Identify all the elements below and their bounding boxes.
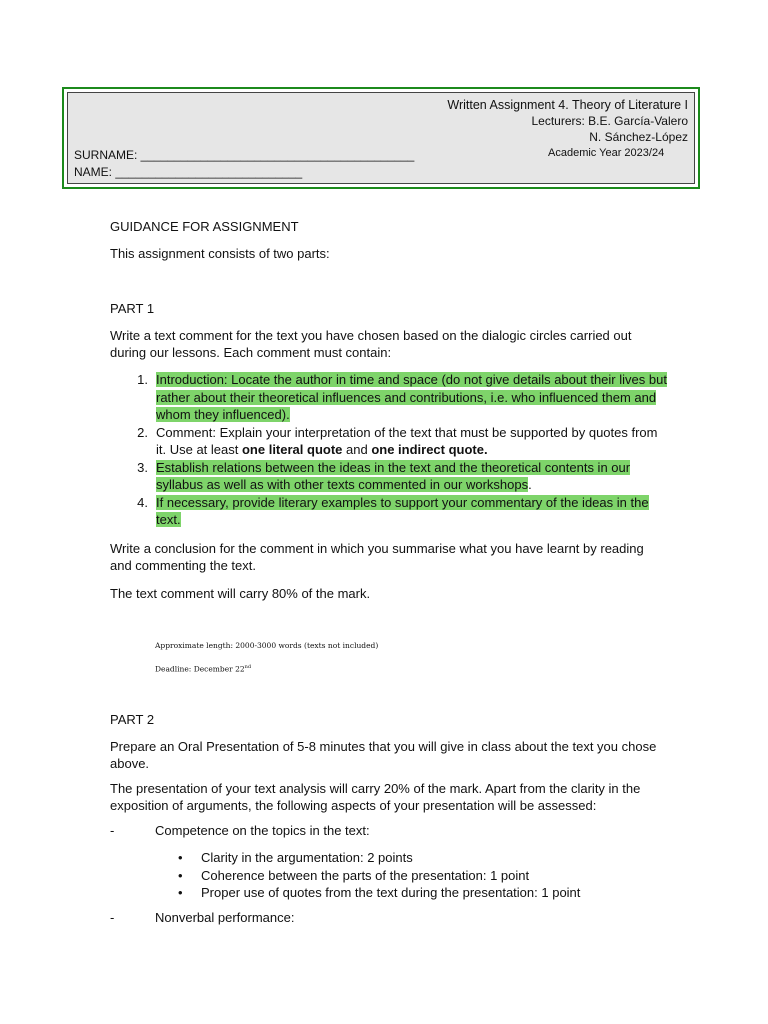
dash-marker: - — [110, 910, 115, 925]
part1-mark: The text comment will carry 80% of the mark. — [110, 586, 371, 601]
competence-criteria-list — [178, 849, 580, 902]
list-number: 2. — [137, 424, 148, 440]
list-item-text: Comment: Explain your interpretation of the text that must be supported by quotes from it. Use at least — [156, 424, 658, 457]
list-item — [130, 459, 670, 494]
bold-indirect-quote: one indirect quote. — [371, 442, 488, 457]
part1-conclusion: Write a conclusion for the comment in which you summarise what you have learnt by reading and commenting the text. — [110, 541, 644, 573]
list-item-text: Establish relations between the ideas in the text and the theoretical contents in our syllabus as well as with other texts commented in our workshops — [156, 459, 631, 492]
academic-year: Academic Year 2023/24 — [548, 147, 665, 159]
bullet-icon: • — [178, 885, 183, 900]
list-item — [130, 371, 670, 424]
list-number: 3. — [137, 459, 148, 475]
deadline-text: Deadline: December 22 — [155, 664, 245, 674]
competence-label: Competence on the topics in the text: — [155, 823, 370, 838]
list-item-connector: and — [342, 442, 372, 457]
list-item-text: Coherence between the parts of the presentation: 1 point — [201, 867, 530, 883]
list-item — [178, 884, 580, 902]
list-number: 1. — [137, 372, 148, 387]
list-number: 4. — [137, 494, 148, 510]
part2-mark: The presentation of your text analysis will carry 20% of the mark. Apart from the clarity in the exposition of arguments, the following aspects of your presentation will be assessed: — [110, 781, 641, 813]
guidance-title: GUIDANCE FOR ASSIGNMENT — [110, 219, 299, 234]
intro-text: This assignment consists of two parts: — [110, 246, 330, 261]
deadline — [155, 664, 251, 674]
dash-marker: - — [110, 823, 115, 838]
list-item-text: If necessary, provide literary examples to support your commentary of the ideas in the text. — [156, 494, 649, 527]
list-item-text: Proper use of quotes from the text during the presentation: 1 point — [201, 885, 581, 900]
bold-literal-quote: one literal quote — [241, 442, 343, 457]
surname-field[interactable]: SURNAME: _________________________________________ — [74, 148, 415, 162]
deadline-suffix: nd — [244, 664, 252, 670]
header-box — [62, 87, 700, 189]
header-panel — [67, 92, 695, 184]
part1-description: Write a text comment for the text you have chosen based on the dialogic circles carried out during our lessons. Each comment must contain: — [110, 328, 632, 360]
list-item — [178, 849, 580, 867]
bullet-icon: • — [178, 867, 183, 883]
part1-requirements-list — [130, 371, 670, 529]
part1-heading: PART 1 — [110, 301, 155, 316]
list-item — [130, 424, 670, 459]
list-item-tail: . — [528, 477, 532, 492]
lecturer-2: N. Sánchez-López — [589, 130, 688, 144]
list-item — [178, 867, 580, 885]
approximate-length: Approximate length: 2000-3000 words (texts not included) — [155, 641, 379, 650]
nonverbal-label: Nonverbal performance: — [155, 910, 295, 925]
assignment-title: Written Assignment 4. Theory of Literature I — [447, 98, 688, 112]
list-item-text: Clarity in the argumentation: 2 points — [201, 850, 413, 865]
part2-heading: PART 2 — [110, 712, 155, 727]
bullet-icon: • — [178, 850, 183, 865]
lecturers: Lecturers: B.E. García-Valero — [531, 114, 688, 128]
name-field[interactable]: NAME: ____________________________ — [74, 165, 303, 179]
part2-description: Prepare an Oral Presentation of 5-8 minutes that you will give in class about the text you chose above. — [110, 739, 657, 771]
list-item — [130, 494, 670, 529]
list-item-text: Introduction: Locate the author in time and space (do not give details about their lives but rather about their theoretical influences and contributions, i.e. who influenced them and whom they influenced). — [156, 372, 667, 422]
